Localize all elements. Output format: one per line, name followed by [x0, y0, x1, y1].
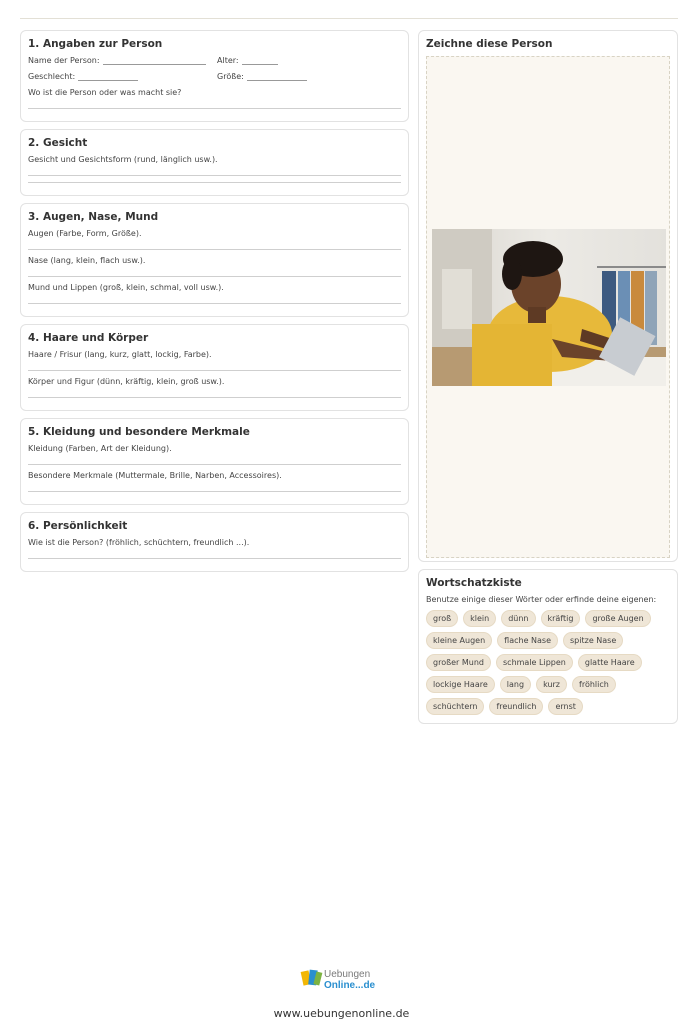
answer-line[interactable] [28, 276, 401, 277]
answer-line[interactable] [28, 249, 401, 250]
name-field[interactable]: Name der Person: [28, 56, 217, 65]
section-hair-body [20, 324, 409, 411]
answer-line[interactable] [28, 303, 401, 304]
section-title: 4. Haare und Körper [28, 332, 149, 344]
drawing-area[interactable] [426, 56, 670, 558]
word-chip-list [426, 610, 670, 715]
answer-line[interactable] [28, 108, 401, 109]
vocabulary-box [418, 569, 678, 724]
face-prompt: Gesicht und Gesichtsform (rund, länglich usw.). [28, 155, 218, 164]
logo-text-bottom: Online...de [324, 980, 376, 991]
worksheet-sidebar [418, 30, 678, 724]
answer-line[interactable] [28, 397, 401, 398]
word-chip: lang [500, 676, 531, 693]
word-chip: schüchtern [426, 698, 484, 715]
hair-prompt: Haare / Frisur (lang, kurz, glatt, lockig, Farbe). [28, 350, 212, 359]
answer-line[interactable] [28, 182, 401, 183]
gender-field[interactable]: Geschlecht: [28, 72, 217, 81]
draw-title: Zeichne diese Person [426, 38, 553, 50]
clothing-prompt: Kleidung (Farben, Art der Kleidung). [28, 444, 172, 453]
person-photo [432, 229, 666, 386]
uebungenonline-logo[interactable] [300, 965, 384, 993]
section-face [20, 129, 409, 196]
where-prompt: Wo ist die Person oder was macht sie? [28, 88, 182, 97]
features-prompt: Besondere Merkmale (Muttermale, Brille, Narben, Accessoires). [28, 471, 282, 480]
mouth-prompt: Mund und Lippen (groß, klein, schmal, voll usw.). [28, 283, 224, 292]
word-chip: freundlich [489, 698, 543, 715]
answer-line[interactable] [28, 464, 401, 465]
word-chip: spitze Nase [563, 632, 623, 649]
section-title: 3. Augen, Nase, Mund [28, 211, 159, 223]
section-title: 5. Kleidung und besondere Merkmale [28, 426, 250, 438]
answer-line[interactable] [28, 558, 401, 559]
section-eyes-nose-mouth [20, 203, 409, 317]
answer-line[interactable] [28, 370, 401, 371]
body-prompt: Körper und Figur (dünn, kräftig, klein, groß usw.). [28, 377, 225, 386]
word-chip: glatte Haare [578, 654, 642, 671]
section-title: 6. Persönlichkeit [28, 520, 128, 532]
word-chip: kräftig [541, 610, 581, 627]
answer-line[interactable] [28, 491, 401, 492]
eyes-prompt: Augen (Farbe, Form, Größe). [28, 229, 142, 238]
vocabulary-intro: Benutze einige dieser Wörter oder erfinde deine eigenen: [426, 595, 657, 604]
word-chip: fröhlich [572, 676, 616, 693]
personality-prompt: Wie ist die Person? (fröhlich, schüchtern, freundlich ...). [28, 538, 250, 547]
nose-prompt: Nase (lang, klein, flach usw.). [28, 256, 146, 265]
section-title: 1. Angaben zur Person [28, 38, 163, 50]
section-personal-info [20, 30, 409, 122]
section-clothing-features [20, 418, 409, 505]
word-chip: ernst [548, 698, 582, 715]
word-chip: flache Nase [497, 632, 558, 649]
footer-url[interactable]: www.uebungenonline.de [273, 1007, 410, 1020]
logo-text-top: Uebungen [324, 969, 371, 980]
top-divider [20, 18, 678, 19]
worksheet-questions [20, 30, 409, 579]
vocabulary-title: Wortschatzkiste [426, 577, 522, 589]
word-chip: lockige Haare [426, 676, 495, 693]
section-title: 2. Gesicht [28, 137, 88, 149]
draw-panel [418, 30, 678, 562]
word-chip: kurz [536, 676, 567, 693]
height-field[interactable]: Größe: [217, 72, 307, 81]
word-chip: groß [426, 610, 458, 627]
word-chip: kleine Augen [426, 632, 492, 649]
word-chip: klein [463, 610, 496, 627]
word-chip: große Augen [585, 610, 650, 627]
word-chip: dünn [501, 610, 535, 627]
person-photo-image [432, 229, 666, 386]
section-personality [20, 512, 409, 572]
age-field[interactable]: Alter: [217, 56, 278, 65]
answer-line[interactable] [28, 175, 401, 176]
word-chip: schmale Lippen [496, 654, 573, 671]
word-chip: großer Mund [426, 654, 491, 671]
